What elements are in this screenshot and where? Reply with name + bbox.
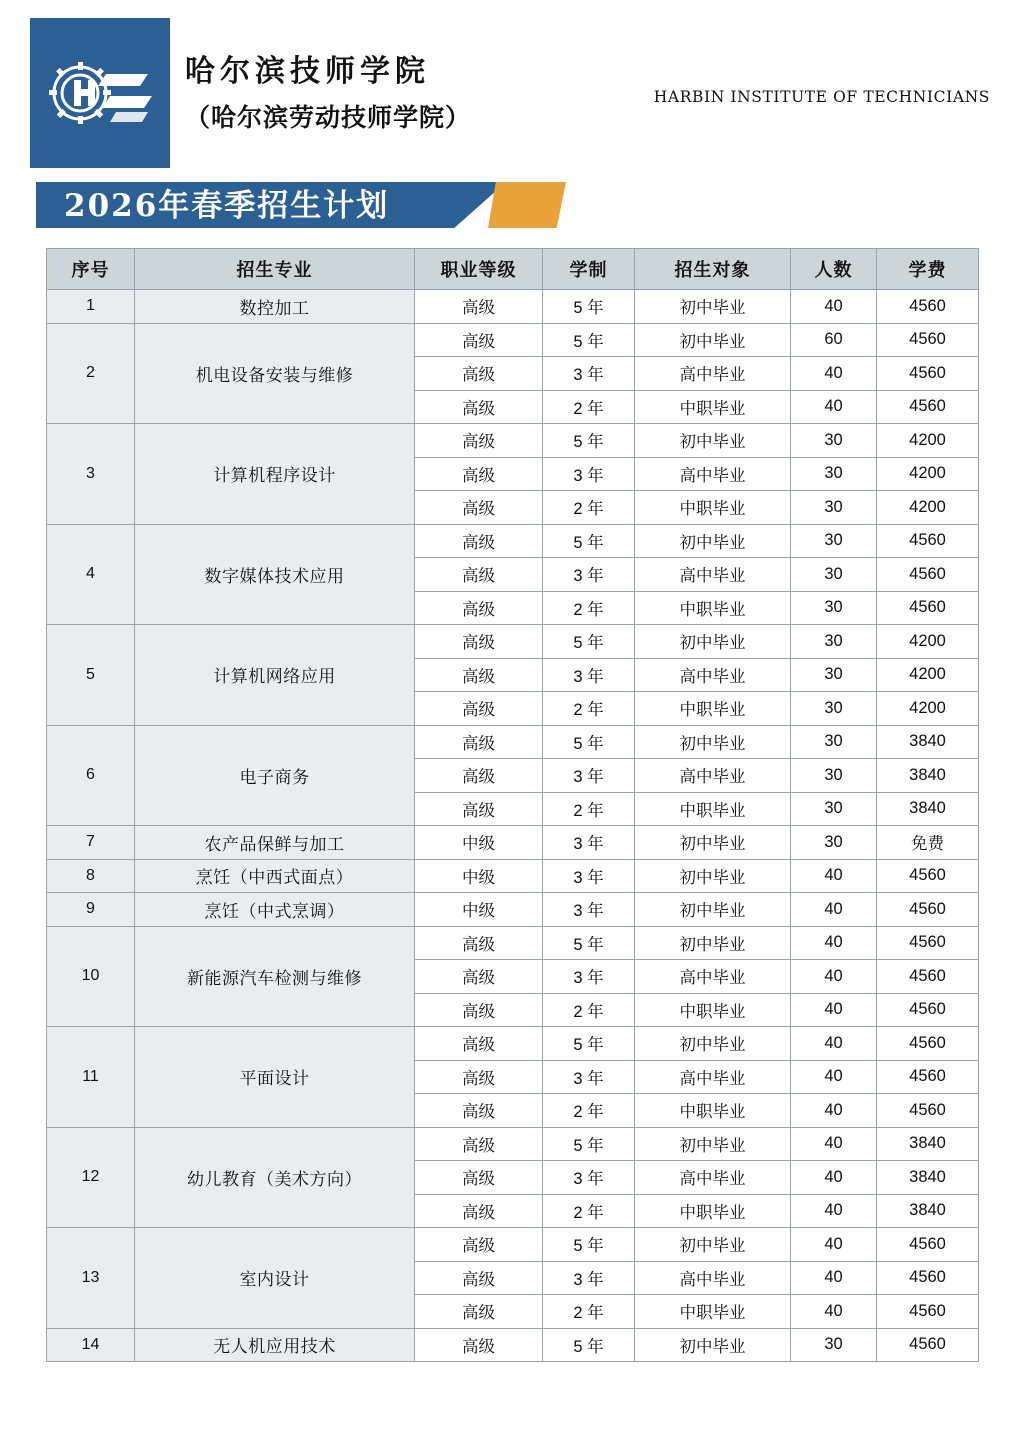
cell-duration: 2 年: [543, 390, 635, 424]
cell-level: 高级: [415, 658, 543, 692]
cell-level: 高级: [415, 1328, 543, 1362]
cell-major: 机电设备安装与维修: [135, 323, 415, 424]
table-body: [47, 290, 979, 1362]
cell-index: 4: [47, 524, 135, 625]
cell-count: 30: [791, 591, 877, 625]
cell-count: 40: [791, 357, 877, 391]
table-row: [47, 290, 979, 324]
cell-tuition: 3840: [877, 725, 979, 759]
column-header-duration: 学制: [543, 249, 635, 290]
cell-count: 40: [791, 960, 877, 994]
cell-target: 初中毕业: [635, 859, 791, 893]
cell-duration: 5 年: [543, 524, 635, 558]
cell-tuition: 4560: [877, 1261, 979, 1295]
cell-target: 高中毕业: [635, 357, 791, 391]
cell-tuition: 3840: [877, 1161, 979, 1195]
cell-duration: 5 年: [543, 323, 635, 357]
cell-index: 1: [47, 290, 135, 324]
cell-level: 高级: [415, 390, 543, 424]
cell-level: 高级: [415, 457, 543, 491]
cell-target: 中职毕业: [635, 692, 791, 726]
cell-target: 高中毕业: [635, 457, 791, 491]
cell-tuition: 4560: [877, 290, 979, 324]
cell-duration: 3 年: [543, 658, 635, 692]
cell-level: 高级: [415, 792, 543, 826]
table-header-row: [47, 249, 979, 290]
cell-count: 30: [791, 491, 877, 525]
cell-duration: 3 年: [543, 859, 635, 893]
table-row: [47, 859, 979, 893]
cell-duration: 2 年: [543, 1094, 635, 1128]
cell-major: 电子商务: [135, 725, 415, 826]
cell-level: 高级: [415, 1027, 543, 1061]
cell-index: 6: [47, 725, 135, 826]
page-title: 2026年春季招生计划: [64, 188, 390, 224]
cell-duration: 3 年: [543, 960, 635, 994]
cell-major: 室内设计: [135, 1228, 415, 1329]
table-row: [47, 625, 979, 659]
cell-major: 平面设计: [135, 1027, 415, 1128]
cell-target: 中职毕业: [635, 1094, 791, 1128]
cell-count: 40: [791, 1228, 877, 1262]
cell-tuition: 4200: [877, 625, 979, 659]
cell-tuition: 4560: [877, 323, 979, 357]
cell-duration: 5 年: [543, 926, 635, 960]
cell-major: 幼儿教育（美术方向）: [135, 1127, 415, 1228]
cell-count: 30: [791, 826, 877, 860]
cell-target: 初中毕业: [635, 1027, 791, 1061]
cell-duration: 5 年: [543, 1127, 635, 1161]
cell-target: 初中毕业: [635, 290, 791, 324]
cell-count: 30: [791, 424, 877, 458]
cell-level: 高级: [415, 524, 543, 558]
cell-major: 数控加工: [135, 290, 415, 324]
column-header-tuition: 学费: [877, 249, 979, 290]
cell-count: 40: [791, 1161, 877, 1195]
school-logo-block: [30, 18, 170, 168]
cell-target: 中职毕业: [635, 390, 791, 424]
cell-duration: 3 年: [543, 759, 635, 793]
cell-tuition: 4560: [877, 357, 979, 391]
cell-level: 高级: [415, 1261, 543, 1295]
cell-duration: 3 年: [543, 457, 635, 491]
table-row: [47, 926, 979, 960]
cell-tuition: 4560: [877, 960, 979, 994]
cell-major: 烹饪（中式烹调）: [135, 893, 415, 927]
cell-target: 高中毕业: [635, 558, 791, 592]
cell-tuition: 4560: [877, 1094, 979, 1128]
cell-tuition: 4560: [877, 1328, 979, 1362]
cell-major: 烹饪（中西式面点）: [135, 859, 415, 893]
cell-index: 7: [47, 826, 135, 860]
cell-level: 高级: [415, 960, 543, 994]
table-row: [47, 826, 979, 860]
cell-duration: 5 年: [543, 1328, 635, 1362]
cell-tuition: 4560: [877, 1228, 979, 1262]
cell-index: 12: [47, 1127, 135, 1228]
cell-duration: 2 年: [543, 1295, 635, 1329]
cell-tuition: 4560: [877, 893, 979, 927]
cell-index: 2: [47, 323, 135, 424]
table-row: [47, 725, 979, 759]
cell-tuition: 4560: [877, 993, 979, 1027]
cell-count: 40: [791, 290, 877, 324]
cell-tuition: 4560: [877, 558, 979, 592]
cell-tuition: 4200: [877, 692, 979, 726]
cell-count: 40: [791, 1094, 877, 1128]
column-header-count: 人数: [791, 249, 877, 290]
cell-level: 高级: [415, 1127, 543, 1161]
cell-level: 高级: [415, 759, 543, 793]
table-header: [47, 249, 979, 290]
cell-target: 高中毕业: [635, 658, 791, 692]
cell-target: 初中毕业: [635, 1127, 791, 1161]
school-name-chinese-sub: （哈尔滨劳动技师学院）: [185, 103, 472, 132]
cell-count: 30: [791, 692, 877, 726]
cell-level: 高级: [415, 1295, 543, 1329]
cell-target: 初中毕业: [635, 826, 791, 860]
cell-target: 中职毕业: [635, 1295, 791, 1329]
cell-index: 11: [47, 1027, 135, 1128]
cell-tuition: 4560: [877, 926, 979, 960]
cell-duration: 3 年: [543, 826, 635, 860]
cell-index: 8: [47, 859, 135, 893]
cell-level: 高级: [415, 625, 543, 659]
cell-tuition: 免费: [877, 826, 979, 860]
cell-target: 高中毕业: [635, 1060, 791, 1094]
cell-level: 高级: [415, 323, 543, 357]
cell-tuition: 3840: [877, 792, 979, 826]
cell-level: 中级: [415, 893, 543, 927]
banner-accent-shape: [488, 182, 566, 228]
cell-level: 高级: [415, 926, 543, 960]
cell-count: 30: [791, 524, 877, 558]
cell-level: 高级: [415, 993, 543, 1027]
cell-level: 高级: [415, 1228, 543, 1262]
cell-level: 中级: [415, 826, 543, 860]
cell-duration: 5 年: [543, 725, 635, 759]
cell-target: 初中毕业: [635, 524, 791, 558]
cell-target: 初中毕业: [635, 1328, 791, 1362]
column-header-major: 招生专业: [135, 249, 415, 290]
cell-target: 中职毕业: [635, 591, 791, 625]
cell-duration: 3 年: [543, 558, 635, 592]
cell-count: 40: [791, 926, 877, 960]
cell-major: 数字媒体技术应用: [135, 524, 415, 625]
cell-count: 40: [791, 1295, 877, 1329]
cell-index: 9: [47, 893, 135, 927]
cell-duration: 5 年: [543, 625, 635, 659]
cell-level: 高级: [415, 1094, 543, 1128]
cell-level: 高级: [415, 424, 543, 458]
cell-duration: 3 年: [543, 1161, 635, 1195]
cell-target: 高中毕业: [635, 960, 791, 994]
cell-level: 高级: [415, 1194, 543, 1228]
cell-tuition: 4560: [877, 859, 979, 893]
cell-major: 新能源汽车检测与维修: [135, 926, 415, 1027]
cell-target: 初中毕业: [635, 893, 791, 927]
cell-target: 中职毕业: [635, 1194, 791, 1228]
cell-duration: 2 年: [543, 1194, 635, 1228]
cell-duration: 2 年: [543, 692, 635, 726]
cell-target: 初中毕业: [635, 725, 791, 759]
enrollment-plan-table-wrapper: [46, 248, 978, 1362]
page-title-banner: [36, 182, 566, 228]
cell-level: 高级: [415, 692, 543, 726]
school-name-chinese: 哈尔滨技师学院: [185, 54, 430, 89]
cell-duration: 3 年: [543, 1060, 635, 1094]
cell-level: 高级: [415, 357, 543, 391]
cell-duration: 2 年: [543, 591, 635, 625]
enrollment-plan-table: [46, 248, 979, 1362]
column-header-target: 招生对象: [635, 249, 791, 290]
cell-tuition: 3840: [877, 759, 979, 793]
cell-level: 高级: [415, 290, 543, 324]
cell-count: 40: [791, 390, 877, 424]
cell-tuition: 3840: [877, 1194, 979, 1228]
cell-count: 40: [791, 1194, 877, 1228]
cell-duration: 3 年: [543, 357, 635, 391]
document-header: [0, 0, 1024, 168]
cell-level: 高级: [415, 558, 543, 592]
cell-target: 中职毕业: [635, 491, 791, 525]
cell-tuition: 4200: [877, 424, 979, 458]
cell-duration: 3 年: [543, 1261, 635, 1295]
cell-count: 30: [791, 558, 877, 592]
cell-index: 3: [47, 424, 135, 525]
cell-level: 高级: [415, 725, 543, 759]
table-row: [47, 1127, 979, 1161]
table-row: [47, 323, 979, 357]
cell-major: 农产品保鲜与加工: [135, 826, 415, 860]
cell-count: 30: [791, 625, 877, 659]
cell-target: 中职毕业: [635, 792, 791, 826]
table-row: [47, 893, 979, 927]
cell-tuition: 4560: [877, 390, 979, 424]
cell-count: 40: [791, 859, 877, 893]
cell-count: 30: [791, 759, 877, 793]
cell-duration: 5 年: [543, 290, 635, 324]
cell-target: 中职毕业: [635, 993, 791, 1027]
cell-index: 5: [47, 625, 135, 726]
cell-count: 30: [791, 658, 877, 692]
cell-target: 初中毕业: [635, 1228, 791, 1262]
cell-duration: 2 年: [543, 993, 635, 1027]
cell-count: 40: [791, 1060, 877, 1094]
cell-index: 14: [47, 1328, 135, 1362]
table-row: [47, 424, 979, 458]
cell-index: 13: [47, 1228, 135, 1329]
cell-major: 计算机程序设计: [135, 424, 415, 525]
cell-count: 30: [791, 792, 877, 826]
table-row: [47, 1228, 979, 1262]
cell-level: 高级: [415, 491, 543, 525]
cell-target: 初中毕业: [635, 625, 791, 659]
column-header-level: 职业等级: [415, 249, 543, 290]
cell-tuition: 4200: [877, 658, 979, 692]
cell-level: 高级: [415, 1060, 543, 1094]
cell-tuition: 4560: [877, 1060, 979, 1094]
cell-target: 高中毕业: [635, 1161, 791, 1195]
cell-duration: 5 年: [543, 1228, 635, 1262]
cell-tuition: 4560: [877, 1027, 979, 1061]
cell-tuition: 4560: [877, 591, 979, 625]
cell-target: 高中毕业: [635, 759, 791, 793]
cell-target: 初中毕业: [635, 323, 791, 357]
cell-major: 计算机网络应用: [135, 625, 415, 726]
cell-duration: 5 年: [543, 424, 635, 458]
cell-level: 高级: [415, 1161, 543, 1195]
cell-duration: 3 年: [543, 893, 635, 927]
cell-count: 40: [791, 1127, 877, 1161]
cell-index: 10: [47, 926, 135, 1027]
cell-duration: 2 年: [543, 491, 635, 525]
cell-major: 无人机应用技术: [135, 1328, 415, 1362]
cell-tuition: 4560: [877, 524, 979, 558]
cell-tuition: 4200: [877, 457, 979, 491]
cell-duration: 5 年: [543, 1027, 635, 1061]
cell-tuition: 4200: [877, 491, 979, 525]
cell-count: 30: [791, 725, 877, 759]
cell-level: 中级: [415, 859, 543, 893]
cell-count: 40: [791, 993, 877, 1027]
cell-tuition: 3840: [877, 1127, 979, 1161]
cell-target: 高中毕业: [635, 1261, 791, 1295]
table-row: [47, 524, 979, 558]
column-header-index: 序号: [47, 249, 135, 290]
cell-count: 60: [791, 323, 877, 357]
table-row: [47, 1027, 979, 1061]
hit-emblem-logo-icon: [44, 54, 156, 132]
cell-count: 30: [791, 457, 877, 491]
cell-count: 40: [791, 1261, 877, 1295]
cell-target: 初中毕业: [635, 926, 791, 960]
cell-target: 初中毕业: [635, 424, 791, 458]
cell-tuition: 4560: [877, 1295, 979, 1329]
cell-duration: 2 年: [543, 792, 635, 826]
table-row: [47, 1328, 979, 1362]
cell-level: 高级: [415, 591, 543, 625]
school-name-english: HARBIN INSTITUTE OF TECHNICIANS: [653, 88, 990, 106]
cell-count: 30: [791, 1328, 877, 1362]
cell-count: 40: [791, 1027, 877, 1061]
cell-count: 40: [791, 893, 877, 927]
